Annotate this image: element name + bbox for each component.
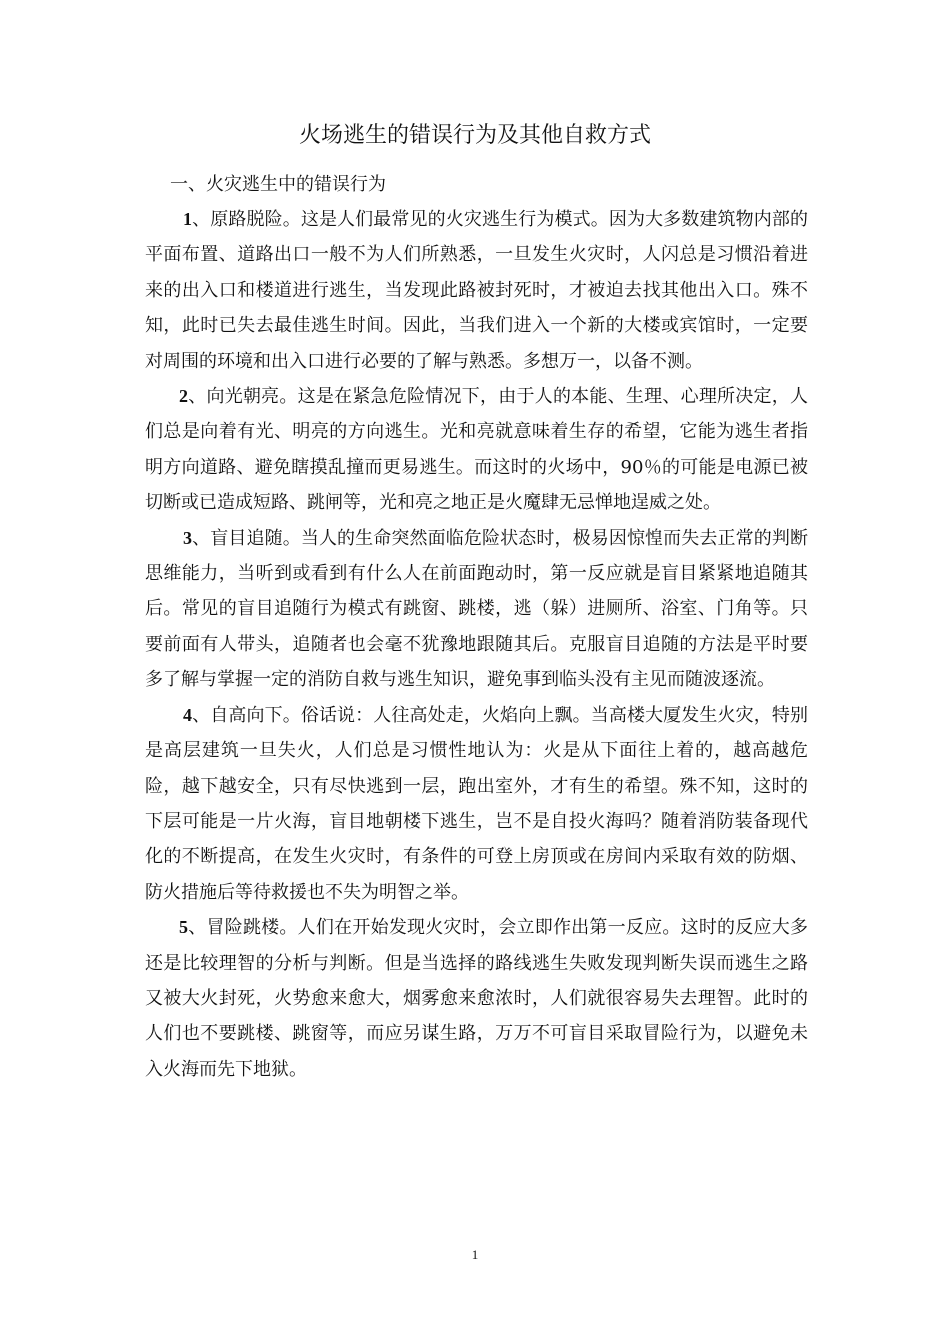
item-number: 4	[183, 704, 192, 725]
item-number: 5	[179, 917, 188, 938]
section-heading: 一、火灾逃生中的错误行为	[170, 174, 386, 195]
paragraph-2	[145, 379, 808, 521]
paragraph-text: 、自高向下。俗话说：人往高处走，火焰向上飘。当高楼大厦发生火灾，特别是高层建筑一旦失火，人们总是习惯性地认为：火是从下面往上着的，越高越危险，越下越安全，只有尽快逃到一层，跑出室外，才有生的希望。殊不知，这时的下层可能是一片火海，盲目地朝楼下逃生，岂不是自投火海吗？随着消防装备现代化的不断提高，在发生火灾时，有条件的可登上房顶或在房间内采取有效的防烟、防火措施后等待救援也不失为明智之举。	[145, 704, 808, 903]
item-number: 3	[183, 527, 192, 548]
paragraph-3	[145, 521, 808, 698]
item-number: 2	[179, 386, 188, 407]
document-title: 火场逃生的错误行为及其他自救方式	[298, 123, 651, 148]
paragraph-4	[145, 698, 808, 910]
paragraph-text: 、冒险跳楼。人们在开始发现火灾时，会立即作出第一反应。这时的反应大多还是比较理智的分析与判断。但是当选择的路线逃生失败发现判断失误而逃生之路又被大火封死，火势愈来愈大，烟雾愈来愈浓时，人们就很容易失去理智。此时的人们也不要跳楼、跳窗等，而应另谋生路，万万不可盲目采取冒险行为，以避免未入火海而先下地狱。	[145, 917, 808, 1080]
paragraph-text: 、盲目追随。当人的生命突然面临危险状态时，极易因惊惶而失去正常的判断思维能力，当听到或看到有什么人在前面跑动时，第一反应就是盲目紧紧地追随其后。常见的盲目追随行为模式有跳窗、跳楼，逃（躲）进厕所、浴室、门角等。只要前面有人带头，追随者也会毫不犹豫地跟随其后。克服盲目追随的方法是平时要多了解与掌握一定的消防自救与逃生知识，避免事到临头没有主见而随波逐流。	[145, 527, 808, 691]
paragraph-5	[145, 910, 808, 1087]
paragraph-text: 、向光朝亮。这是在紧急危险情况下，由于人的本能、生理、心理所决定，人们总是向着有光、明亮的方向逃生。光和亮就意味着生存的希望，它能为逃生者指明方向道路、避免瞎摸乱撞而更易逃生。而这时的火场中，90％的可能是电源已被切断或已造成短路、跳闸等，光和亮之地正是火魔肆无忌惮地逞威之处。	[145, 386, 808, 514]
item-number: 1	[183, 209, 192, 229]
document-body	[145, 202, 808, 1087]
paragraph-text: 、原路脱险。这是人们最常见的火灾逃生行为模式。因为大多数建筑物内部的平面布置、道路出口一般不为人们所熟悉，一旦发生火灾时，人闪总是习惯沿着进来的出入口和楼道进行逃生，当发现此路被封死时，才被迫去找其他出入口。殊不知，此时已失去最佳逃生时间。因此，当我们进入一个新的大楼或宾馆时，一定要对周围的环境和出入口进行必要的了解与熟悉。多想万一，以备不测。	[145, 209, 808, 372]
paragraph-1	[145, 202, 808, 379]
page-number: 1	[471, 1247, 479, 1262]
